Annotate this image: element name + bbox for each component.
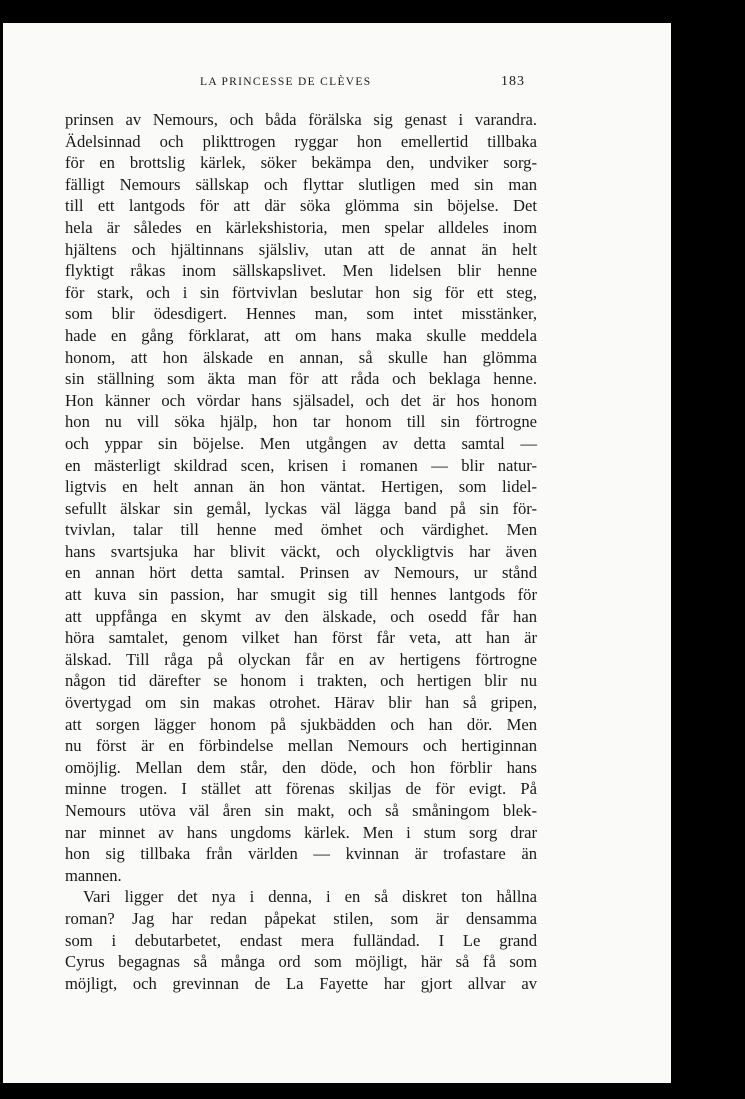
text-line: älskad. Till råga på olyckan får en av hertigens förtrogne [65,649,537,669]
text-line: att kuva sin passion, har smugit sig till hennes lantgods för [65,585,537,605]
text-line: Ädelsinnad och plikttrogen ryggar hon emellertid tillbaka [65,131,537,151]
text-line: till ett lantgods för att där söka glömma sin böjelse. Det [65,196,537,216]
text-line: hans svartsjuka har blivit väckt, och olyckligtvis har även [65,541,537,561]
text-line: en mästerligt skildrad scen, krisen i romanen — blir natur- [65,455,537,475]
text-line: för stark, och i sin förtvivlan beslutar hon sig för ett steg, [65,282,537,302]
text-line: hela är således en kärlekshistoria, men spelar alldeles inom [65,217,537,237]
text-line: omöjlig. Mellan dem står, den döde, och hon förblir hans [65,757,537,777]
text-line: möjligt, och grevinnan de La Fayette har gjort allvar av [65,973,537,993]
text-line: höra samtalet, genom vilket han först får veta, att han är [65,628,537,648]
text-line: tvivlan, talar till henne med ömhet och värdighet. Men [65,520,537,540]
text-line: som i debutarbetet, endast mera fulländad. I Le grand [65,930,537,950]
text-line: honom, att hon älskade en annan, så skulle han glömma [65,347,537,367]
text-line: hon nu vill söka hjälp, hon tar honom till sin förtrogne [65,412,537,432]
text-line: övertygad om sin makas otrohet. Härav blir han så gripen, [65,693,537,713]
text-line: flyktigt råkas inom sällskapslivet. Men lidelsen blir henne [65,261,537,281]
page-number: 183 [501,74,525,89]
text-line: som blir ödesdigert. Hennes man, som intet misstänker, [65,304,537,324]
text-line: för en brottslig kärlek, söker bekämpa den, undviker sorg- [65,153,537,173]
text-line: Nemours utöva väl åren sin makt, och så småningom blek- [65,801,537,820]
text-line: roman? Jag har redan påpekat stilen, som är densamma [65,908,537,928]
running-title: LA PRINCESSE DE CLÈVES [200,76,372,88]
text-line: minne trogen. I stället att förenas skiljas de för evigt. På [65,779,537,799]
text-line: nu först är en förbindelse mellan Nemours och hertiginnan [65,736,537,756]
text-line: och yppar sin böjelse. Men utgången av detta samtal — [65,433,537,453]
text-line: att uppfånga en skymt av den älskade, och osedd får han [65,606,537,626]
text-line: sin ställning som äkta man för att råda och beklaga henne. [65,369,537,389]
text-line: hon sig tillbaka från världen — kvinnan är trofastare än [65,844,537,864]
text-line: Vari ligger det nya i denna, i en så diskret ton hållna [83,887,537,907]
book-page [3,23,671,1083]
text-line: hade en gång förklarat, att om hans maka skulle meddela [65,325,537,345]
text-line: mannen. [65,865,122,885]
text-line: fälligt Nemours sällskap och flyttar slutligen med sin man [65,174,537,194]
text-line: prinsen av Nemours, och båda förälska sig genast i varandra. [65,110,537,129]
text-line: att sorgen lägger honom på sjukbädden och han dör. Men [65,714,537,734]
text-line: Hon känner och vördar hans själsadel, och det är hos honom [65,390,537,410]
text-line: nar minnet av hans ungdoms kärlek. Men i stum sorg drar [65,822,537,842]
text-line: sefullt älskar sin gemål, lyckas väl lägga band på sin för- [65,498,537,518]
text-line: Cyrus begagnas så många ord som möjligt, här så få som [65,952,537,972]
text-line: hjältens och hjältinnans själsliv, utan att de annat än helt [65,239,537,259]
body-text [65,109,537,994]
text-line: ligtvis en helt annan än hon väntat. Hertigen, som lidel- [65,477,537,497]
text-line: en annan hört detta samtal. Prinsen av Nemours, ur stånd [65,563,537,583]
text-line: någon tid därefter se honom i trakten, och hertigen blir nu [65,671,537,691]
